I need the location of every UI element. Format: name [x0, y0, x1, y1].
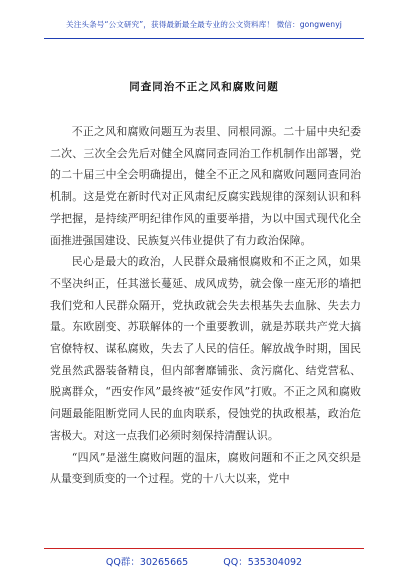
qq-group-link[interactable]: QQ群：30265665 [105, 557, 189, 568]
header-divider [44, 38, 364, 39]
document-title: 同查同治不正之风和腐败问题 [129, 81, 279, 93]
qq-contact-link[interactable]: QQ：535304092 [223, 557, 303, 568]
footer-divider [44, 548, 364, 549]
paragraph-1: 不正之风和腐败问题互为表里、同根同源。二十届中央纪委二次、三次全会先后对健全风腐同查同治工作机制作出部署，党的二十届三中全会明确提出，健全不正之风和腐败问题同查同治机制。这是党在新时代对正风肃纪反腐实践规律的深刻认识和科学把握，是持续严明纪律作风的重要举措，为以中国式现代化全面推进强国建设、民族复兴伟业提供了有力政治保障。 [50, 125, 361, 247]
footer [0, 554, 408, 568]
top-banner[interactable] [0, 19, 408, 30]
banner-text[interactable]: 关注头条号“公文研究”，获得最新最全最专业的公文资料库！ 微信：gongwenyj [66, 20, 342, 29]
paragraph-3: “四风”是滋生腐败问题的温床，腐败问题和不正之风交织是从量变到质变的一个过程。党的十八大以来，党中 [50, 450, 361, 486]
document-body [50, 121, 361, 490]
paragraph-2: 民心是最大的政治，人民群众最痛恨腐败和不正之风，如果不坚决纠正，任其滋长蔓延、成风成势，就会像一座无形的墙把我们党和人民群众隔开，党执政就会失去根基失去血脉、失去力量。东欧剧变、苏联解体的一个重要教训，就是苏联共产党大搞官僚特权、谋私腐败，失去了人民的信任。解放战争时期，国民党虽然武器装备精良，但内部奢靡铺张、贪污腐化、结党营私、脱离群众，“西安作风”最终被“延安作风”打败。不正之风和腐败问题最能阻断党同人民的血肉联系，侵蚀党的执政根基，政治危害极大。对这一点我们必须时刻保持清醒认识。 [50, 255, 361, 442]
